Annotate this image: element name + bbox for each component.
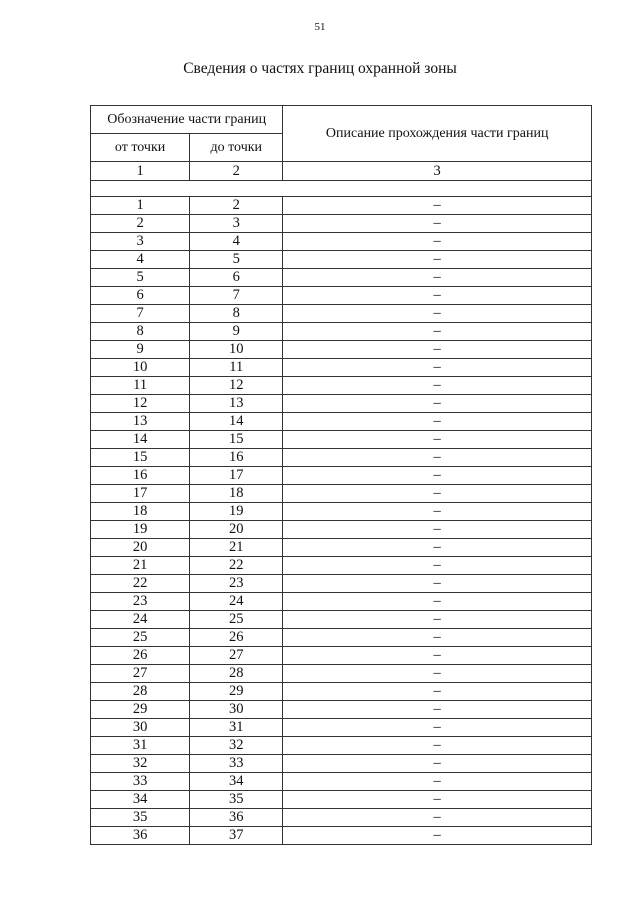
table-row (91, 773, 592, 791)
from-point-cell: 16 (91, 467, 190, 485)
table-row (91, 593, 592, 611)
description-cell: – (283, 503, 592, 521)
table-row (91, 503, 592, 521)
table-body (91, 197, 592, 845)
to-point-cell: 16 (190, 449, 283, 467)
description-cell: – (283, 233, 592, 251)
from-point-cell: 5 (91, 269, 190, 287)
to-point-cell: 14 (190, 413, 283, 431)
from-point-cell: 23 (91, 593, 190, 611)
page-number: 51 (314, 21, 326, 33)
table-row (91, 359, 592, 377)
from-point-cell: 2 (91, 215, 190, 233)
table-row (91, 827, 592, 845)
description-cell: – (283, 701, 592, 719)
to-point-cell: 28 (190, 665, 283, 683)
table-row (91, 557, 592, 575)
table-row (91, 737, 592, 755)
table-row (91, 431, 592, 449)
from-point-cell: 35 (91, 809, 190, 827)
header-from-point: от точки (91, 134, 190, 162)
from-point-cell: 21 (91, 557, 190, 575)
to-point-cell: 36 (190, 809, 283, 827)
from-point-cell: 9 (91, 341, 190, 359)
description-cell: – (283, 215, 592, 233)
table-row (91, 611, 592, 629)
to-point-cell: 27 (190, 647, 283, 665)
from-point-cell: 34 (91, 791, 190, 809)
to-point-cell: 18 (190, 485, 283, 503)
column-number-2: 2 (190, 162, 283, 181)
table-row (91, 575, 592, 593)
from-point-cell: 12 (91, 395, 190, 413)
to-point-cell: 35 (190, 791, 283, 809)
description-cell: – (283, 593, 592, 611)
description-cell: – (283, 449, 592, 467)
from-point-cell: 24 (91, 611, 190, 629)
to-point-cell: 2 (190, 197, 283, 215)
table-row (91, 269, 592, 287)
description-cell: – (283, 305, 592, 323)
from-point-cell: 3 (91, 233, 190, 251)
header-description: Описание прохождения части границ (283, 106, 592, 162)
from-point-cell: 28 (91, 683, 190, 701)
table-row (91, 683, 592, 701)
to-point-cell: 17 (190, 467, 283, 485)
table-row (91, 251, 592, 269)
table-row (91, 449, 592, 467)
description-cell: – (283, 431, 592, 449)
from-point-cell: 10 (91, 359, 190, 377)
from-point-cell: 7 (91, 305, 190, 323)
to-point-cell: 25 (190, 611, 283, 629)
column-number-3: 3 (283, 162, 592, 181)
description-cell: – (283, 629, 592, 647)
to-point-cell: 12 (190, 377, 283, 395)
from-point-cell: 15 (91, 449, 190, 467)
description-cell: – (283, 377, 592, 395)
from-point-cell: 6 (91, 287, 190, 305)
to-point-cell: 37 (190, 827, 283, 845)
from-point-cell: 18 (91, 503, 190, 521)
table-row (91, 467, 592, 485)
description-cell: – (283, 827, 592, 845)
description-cell: – (283, 341, 592, 359)
from-point-cell: 17 (91, 485, 190, 503)
from-point-cell: 14 (91, 431, 190, 449)
to-point-cell: 32 (190, 737, 283, 755)
description-cell: – (283, 269, 592, 287)
to-point-cell: 22 (190, 557, 283, 575)
from-point-cell: 8 (91, 323, 190, 341)
to-point-cell: 7 (190, 287, 283, 305)
to-point-cell: 15 (190, 431, 283, 449)
from-point-cell: 26 (91, 647, 190, 665)
from-point-cell: 11 (91, 377, 190, 395)
to-point-cell: 9 (190, 323, 283, 341)
from-point-cell: 31 (91, 737, 190, 755)
description-cell: – (283, 791, 592, 809)
table-row (91, 755, 592, 773)
to-point-cell: 33 (190, 755, 283, 773)
description-cell: – (283, 323, 592, 341)
table-row (91, 539, 592, 557)
to-point-cell: 5 (190, 251, 283, 269)
description-cell: – (283, 755, 592, 773)
table-row (91, 629, 592, 647)
to-point-cell: 21 (190, 539, 283, 557)
table-row (91, 521, 592, 539)
from-point-cell: 22 (91, 575, 190, 593)
from-point-cell: 36 (91, 827, 190, 845)
description-cell: – (283, 773, 592, 791)
table-row (91, 377, 592, 395)
description-cell: – (283, 413, 592, 431)
from-point-cell: 4 (91, 251, 190, 269)
from-point-cell: 13 (91, 413, 190, 431)
table-row (91, 395, 592, 413)
to-point-cell: 20 (190, 521, 283, 539)
description-cell: – (283, 683, 592, 701)
to-point-cell: 10 (190, 341, 283, 359)
description-cell: – (283, 197, 592, 215)
description-cell: – (283, 647, 592, 665)
table-row (91, 485, 592, 503)
table-row (91, 215, 592, 233)
from-point-cell: 20 (91, 539, 190, 557)
to-point-cell: 26 (190, 629, 283, 647)
from-point-cell: 25 (91, 629, 190, 647)
header-boundary-part: Обозначение части границ (91, 106, 283, 134)
description-cell: – (283, 395, 592, 413)
to-point-cell: 30 (190, 701, 283, 719)
description-cell: – (283, 557, 592, 575)
table-row (91, 197, 592, 215)
to-point-cell: 29 (190, 683, 283, 701)
to-point-cell: 34 (190, 773, 283, 791)
to-point-cell: 24 (190, 593, 283, 611)
table-row (91, 413, 592, 431)
from-point-cell: 30 (91, 719, 190, 737)
table-row (91, 719, 592, 737)
description-cell: – (283, 521, 592, 539)
table-row (91, 701, 592, 719)
description-cell: – (283, 719, 592, 737)
from-point-cell: 19 (91, 521, 190, 539)
description-cell: – (283, 611, 592, 629)
document-title: Сведения о частях границ охранной зоны (183, 60, 457, 77)
boundary-table (90, 105, 592, 845)
description-cell: – (283, 575, 592, 593)
table-row (91, 791, 592, 809)
table-row (91, 341, 592, 359)
to-point-cell: 8 (190, 305, 283, 323)
table-row (91, 287, 592, 305)
to-point-cell: 11 (190, 359, 283, 377)
to-point-cell: 23 (190, 575, 283, 593)
from-point-cell: 33 (91, 773, 190, 791)
description-cell: – (283, 737, 592, 755)
description-cell: – (283, 485, 592, 503)
from-point-cell: 32 (91, 755, 190, 773)
to-point-cell: 19 (190, 503, 283, 521)
description-cell: – (283, 539, 592, 557)
from-point-cell: 29 (91, 701, 190, 719)
description-cell: – (283, 359, 592, 377)
header-to-point: до точки (190, 134, 283, 162)
table-row (91, 233, 592, 251)
column-number-1: 1 (91, 162, 190, 181)
description-cell: – (283, 251, 592, 269)
to-point-cell: 4 (190, 233, 283, 251)
table-row (91, 305, 592, 323)
description-cell: – (283, 809, 592, 827)
table-row (91, 809, 592, 827)
section-separator-row (91, 181, 592, 197)
to-point-cell: 31 (190, 719, 283, 737)
from-point-cell: 27 (91, 665, 190, 683)
description-cell: – (283, 665, 592, 683)
from-point-cell: 1 (91, 197, 190, 215)
to-point-cell: 6 (190, 269, 283, 287)
to-point-cell: 3 (190, 215, 283, 233)
table-row (91, 647, 592, 665)
table-row (91, 665, 592, 683)
to-point-cell: 13 (190, 395, 283, 413)
description-cell: – (283, 467, 592, 485)
description-cell: – (283, 287, 592, 305)
table-row (91, 323, 592, 341)
